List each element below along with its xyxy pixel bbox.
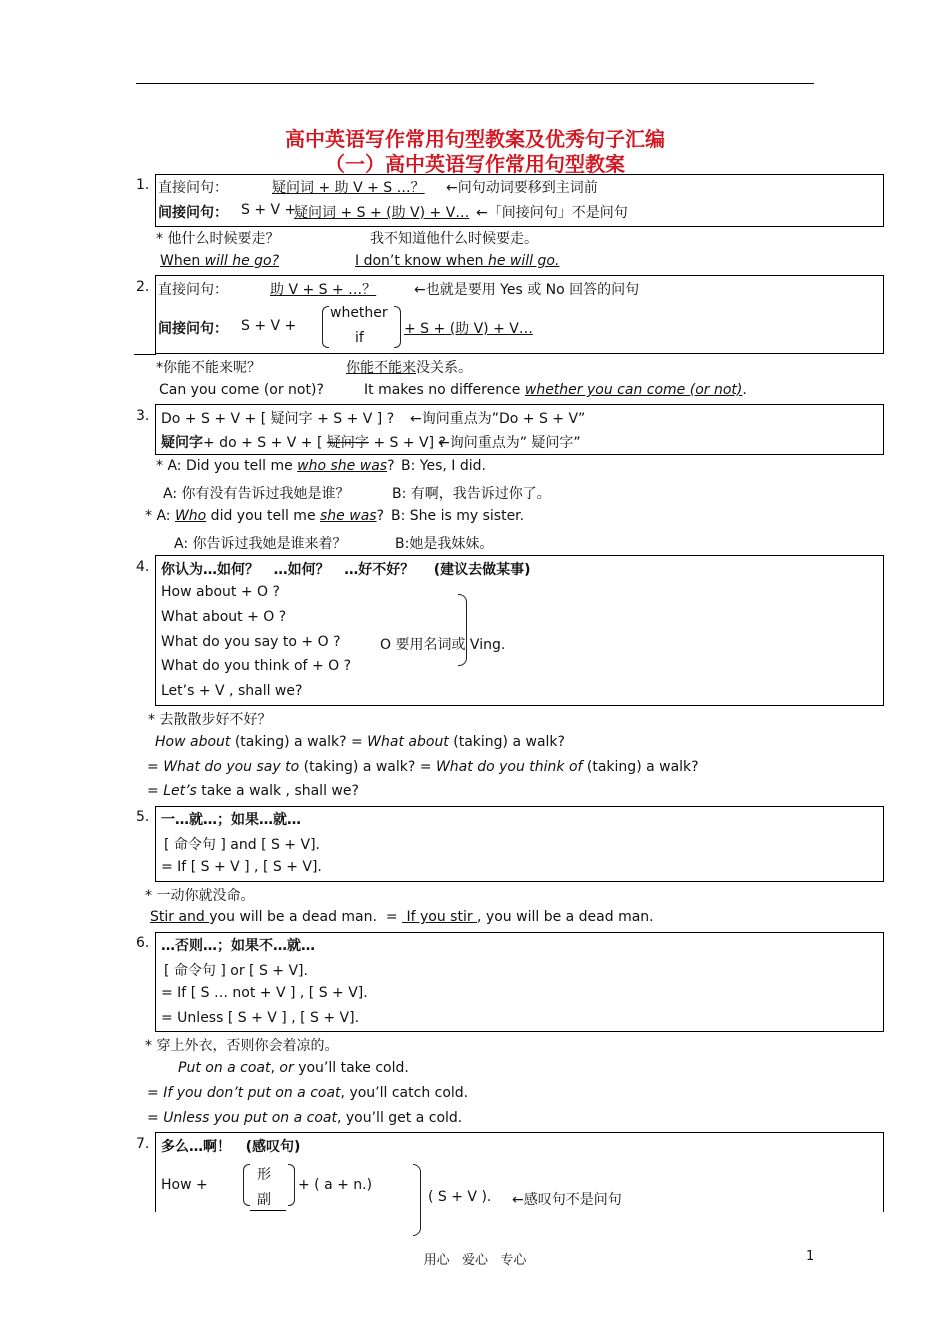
s2-direct-note: ←也就是要用 Yes 或 No 回答的问句	[414, 282, 640, 298]
s7-note: ←感叹句不是问句	[512, 1192, 622, 1208]
section-number-3: 3.	[136, 408, 150, 424]
s4-line-4: What do you think of + O ?	[161, 658, 352, 674]
s1-indirect-label: 间接问句：	[158, 205, 228, 221]
s2-tail-rule	[134, 354, 156, 355]
footer-motto: 用心 爱心 专心	[423, 1253, 527, 1268]
s1-indirect-note: ←「间接问句」不是问句	[476, 205, 628, 221]
section-number-1: 1.	[136, 177, 150, 193]
s2-indirect-pre: S + V +	[241, 318, 297, 334]
s2-example-cn-1: *你能不能来呢？	[156, 360, 261, 376]
s3-example-3-answer: B: She is my sister.	[391, 508, 525, 524]
s1-direct-note: ←问句动词要移到主词前	[446, 180, 598, 196]
section-number-6: 6.	[136, 935, 150, 951]
s3-row-2: 疑问字+ do + S + V + [ 疑问字 + S + V] ?	[161, 435, 446, 451]
s4-example-2: = What do you say to (taking) a walk? = What do you think of (taking) a walk?	[147, 759, 699, 775]
s5-line-1: [ 命令句 ] and [ S + V].	[164, 837, 320, 853]
s6-line-1: [ 命令句 ] or [ S + V].	[164, 963, 308, 979]
s2-example-en-1: Can you come (or not)?	[159, 382, 324, 398]
s7-option-adv: 副	[257, 1192, 271, 1208]
s4-line-3: What do you say to + O ?	[161, 634, 341, 650]
s4-line-1: How about + O ?	[161, 584, 280, 600]
s6-line-3: = Unless [ S + V ] , [ S + V].	[161, 1010, 360, 1026]
s7-left-brace	[243, 1164, 250, 1206]
s4-example-cn: * 去散散步好不好？	[148, 712, 272, 728]
s4-note: O 要用名词或 Ving.	[380, 637, 506, 653]
s7-right-brace	[288, 1164, 295, 1206]
s7-underline	[250, 1210, 286, 1211]
s3-row-1: Do + S + V + [ 疑问字 + S + V ] ?	[161, 411, 395, 427]
s6-example-3: = Unless you put on a coat, you’ll get a cold.	[147, 1110, 463, 1126]
s1-example-cn-1: * 他什么时候要走？	[156, 231, 280, 247]
s3-row-2-note: ←询问重点为” 疑问字”	[438, 435, 581, 451]
s3-example-3: * A: Who did you tell me she was?	[145, 508, 385, 524]
s5-line-2: = If [ S + V ] , [ S + V].	[161, 859, 322, 875]
s1-direct-label: 直接问句：	[158, 180, 228, 196]
s3-example-2: A: 你有没有告诉过我她是谁？	[163, 486, 350, 502]
s2-option-whether: whether	[330, 305, 388, 321]
s1-example-en-2: I don’t know when he will go.	[355, 253, 560, 269]
s2-example-en-2: It makes no difference whether you can come (or not).	[364, 382, 747, 398]
section-number-7: 7.	[136, 1136, 150, 1152]
s1-indirect-formula: 疑问词 + S + (助 V) + V…	[294, 205, 470, 221]
s5-example-en: Stir and you will be a dead man. = If you stir , you will be a dead man.	[150, 909, 654, 925]
s2-direct-formula: 助 V + S + …？	[270, 282, 377, 298]
s6-example-1: Put on a coat, or you’ll take cold.	[178, 1060, 409, 1076]
s1-indirect-pre: S + V +	[241, 202, 297, 218]
s2-option-if: if	[355, 330, 364, 346]
s2-indirect-post: + S + (助 V) + V…	[404, 321, 533, 337]
s2-indirect-label: 间接问句：	[158, 321, 228, 337]
s5-example-cn: * 一动你就没命。	[145, 888, 255, 904]
s4-example-1: How about (taking) a walk? = What about (taking) a walk?	[155, 734, 565, 750]
s4-line-5: Let’s + V , shall we?	[161, 683, 303, 699]
section-number-2: 2.	[136, 279, 150, 295]
s3-example-2-answer: B: 有啊，我告诉过你了。	[392, 486, 551, 502]
s4-example-3: = Let’s take a walk , shall we?	[147, 783, 359, 799]
s5-heading: 一…就…；如果…就…	[161, 812, 301, 828]
s7-sv: ( S + V ).	[428, 1189, 492, 1205]
header-rule	[136, 83, 814, 84]
page-number: 1	[806, 1249, 815, 1264]
s7-big-brace	[413, 1164, 421, 1236]
s2-right-brace	[394, 306, 401, 348]
s4-heading: 你认为…如何？ …如何？ …好不好？ (建议去做某事)	[161, 562, 531, 578]
s6-line-2: = If [ S … not + V ] , [ S + V].	[161, 985, 368, 1001]
s4-line-2: What about + O ?	[161, 609, 287, 625]
s7-option-adj: 形	[257, 1167, 271, 1183]
s6-example-2: = If you don’t put on a coat, you’ll catch cold.	[147, 1085, 469, 1101]
s3-example-1-answer: B: Yes, I did.	[401, 458, 486, 474]
section-number-5: 5.	[136, 809, 150, 825]
s4-right-brace	[458, 594, 467, 666]
s6-heading: …否则…；如果不…就…	[161, 938, 315, 954]
s7-how: How +	[161, 1177, 208, 1193]
s7-heading: 多么…啊！ (感叹句)	[161, 1139, 301, 1155]
s2-left-brace	[322, 306, 329, 348]
s3-row-1-note: ←询问重点为”Do + S + V”	[410, 411, 586, 427]
s3-example-1: * A: Did you tell me who she was?	[156, 458, 395, 474]
section-number-4: 4.	[136, 559, 150, 575]
s3-example-4-answer: B:她是我妹妹。	[395, 536, 494, 552]
s2-example-cn-2: 你能不能来没关系。	[346, 360, 472, 376]
s1-direct-formula: 疑问词 + 助 V + S …？	[272, 180, 425, 196]
s7-post: + ( a + n.)	[298, 1177, 373, 1193]
s1-example-cn-2: 我不知道他什么时候要走。	[370, 231, 538, 247]
page-title: 高中英语写作常用句型教案及优秀句子汇编	[285, 127, 665, 151]
s2-direct-label: 直接问句：	[158, 282, 228, 298]
s1-example-en-1: When will he go?	[160, 253, 280, 269]
s3-example-4: A: 你告诉过我她是谁来着？	[174, 536, 347, 552]
s6-example-cn: * 穿上外衣，否则你会着凉的。	[145, 1038, 339, 1054]
page-subtitle: （一）高中英语写作常用句型教案	[325, 152, 625, 176]
